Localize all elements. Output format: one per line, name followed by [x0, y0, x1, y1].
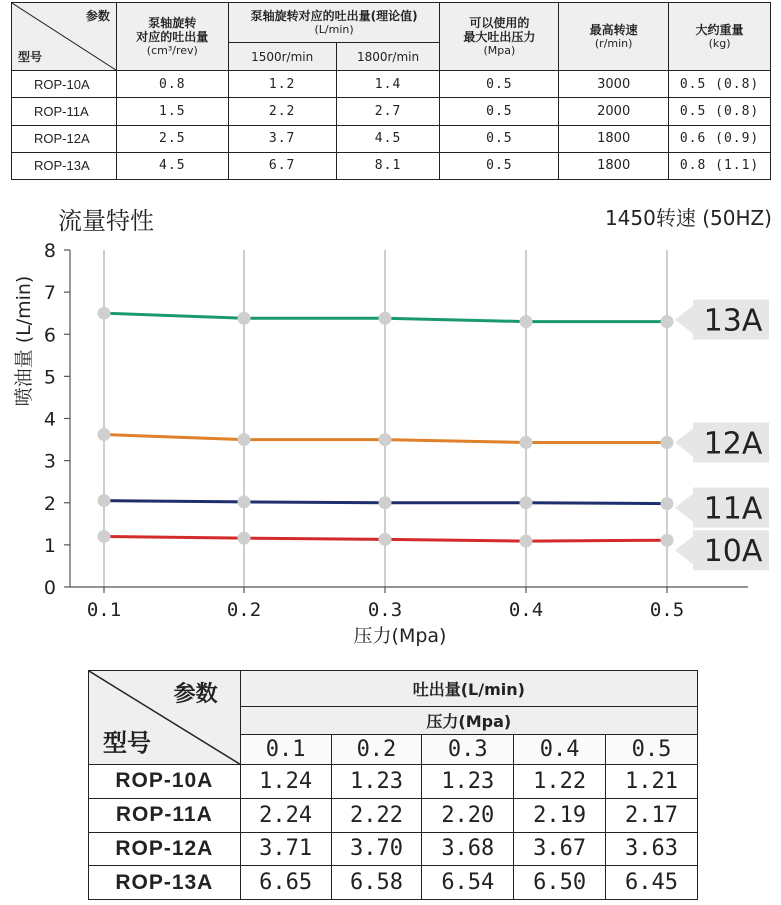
table-row: [89, 866, 698, 900]
y-tick-label: 3: [43, 450, 56, 473]
series-label-13A: [675, 300, 769, 340]
flow-value: 3.67: [514, 832, 606, 866]
data-point-12A: [661, 436, 674, 449]
y-tick-label: 1: [43, 534, 56, 557]
x-tick-label: 0.3: [367, 599, 403, 621]
spec-r1500: 6.7: [228, 152, 336, 179]
spec-r1500: 1.2: [228, 71, 336, 98]
spec-model: ROP-11A: [12, 98, 117, 125]
flow-value: 3.70: [331, 832, 422, 866]
x-tick-label: 0.4: [508, 599, 544, 621]
spec-header-max-speed-unit: (r/min): [594, 36, 633, 50]
table-row: [12, 125, 771, 152]
data-point-12A: [520, 436, 533, 449]
flow-value: 3.71: [240, 832, 331, 866]
data-point-10A: [520, 535, 533, 548]
data-point-13A: [661, 315, 674, 328]
spec-header-max-pressure-unit: (Mpa): [483, 43, 516, 57]
flow-value: 6.50: [514, 866, 606, 900]
table-row: [89, 765, 698, 799]
flow-value: 6.54: [422, 866, 514, 900]
spec-header-max-speed: [559, 3, 669, 71]
spec-weight: 0.5 (0.8): [669, 71, 771, 98]
flow-characteristics-chart: [0, 195, 781, 655]
flow-header-pressure: 压力(Mpa): [240, 707, 697, 735]
spec-pmax: 0.5: [440, 152, 559, 179]
spec-header-max-speed-label: 最高转速: [589, 22, 638, 37]
flow-value: 1.23: [331, 765, 422, 799]
table-row: [12, 152, 771, 179]
flow-value: 2.17: [606, 798, 698, 832]
y-tick-label: 4: [43, 408, 56, 431]
spec-corner-param: 参数: [85, 9, 110, 23]
flow-value: 3.63: [606, 832, 698, 866]
flow-pressure-col: 0.3: [422, 735, 514, 765]
spec-vmax: 1800: [559, 125, 669, 152]
spec-disp: 4.5: [116, 152, 228, 179]
data-point-11A: [520, 496, 533, 509]
flow-value: 2.22: [331, 798, 422, 832]
series-label-text: 13A: [703, 303, 763, 339]
spec-disp: 2.5: [116, 125, 228, 152]
spec-table: [11, 2, 771, 180]
spec-r1800: 1.4: [336, 71, 440, 98]
x-tick-label: 0.1: [86, 599, 122, 621]
data-point-12A: [379, 433, 392, 446]
flow-value: 6.58: [331, 866, 422, 900]
spec-header-displacement-unit: (cm³/rev): [146, 43, 198, 57]
spec-header-1800: 1800r/min: [336, 43, 440, 71]
series-label-text: 11A: [703, 491, 763, 527]
x-tick-label: 0.2: [226, 599, 262, 621]
flow-value: 2.19: [514, 798, 606, 832]
spec-r1500: 3.7: [228, 125, 336, 152]
spec-model: ROP-13A: [12, 152, 117, 179]
flow-pressure-col: 0.4: [514, 735, 606, 765]
flow-header-output: 吐出量(L/min): [240, 671, 697, 707]
spec-header-theory: [228, 3, 440, 43]
spec-header-theory-label: 泵轴旋转对应的吐出量(理论值): [250, 8, 418, 23]
data-point-11A: [98, 494, 111, 507]
spec-vmax: 2000: [559, 98, 669, 125]
series-label-pointer: [675, 536, 693, 564]
spec-header-weight: [669, 3, 771, 71]
spec-header-weight-unit: (kg): [708, 36, 731, 50]
data-point-10A: [661, 534, 674, 547]
spec-header-weight-label: 大约重量: [695, 22, 744, 37]
data-point-10A: [379, 533, 392, 546]
spec-header-displacement-label: 泵轴旋转 对应的吐出量: [136, 15, 209, 44]
series-label-text: 12A: [703, 426, 763, 462]
spec-header-displacement: [116, 3, 228, 71]
spec-model: ROP-10A: [12, 71, 117, 98]
flow-model: ROP-11A: [89, 798, 241, 832]
flow-corner-param: 参数: [173, 682, 218, 707]
spec-r1800: 2.7: [336, 98, 440, 125]
data-point-11A: [661, 497, 674, 510]
table-row: [12, 71, 771, 98]
series-label-10A: [675, 530, 769, 570]
spec-vmax: 3000: [559, 71, 669, 98]
chart-subtitle: 1450转速 (50HZ): [604, 206, 772, 230]
flow-value: 1.23: [422, 765, 514, 799]
flow-table: [88, 670, 698, 900]
data-point-13A: [98, 307, 111, 320]
flow-value: 6.45: [606, 866, 698, 900]
spec-header-max-pressure-label: 可以使用的 最大吐出压力: [463, 15, 536, 44]
flow-value: 6.65: [240, 866, 331, 900]
flow-model: ROP-10A: [89, 765, 241, 799]
chart-title: 流量特性: [58, 207, 154, 235]
flow-value: 2.20: [422, 798, 514, 832]
flow-value: 1.22: [514, 765, 606, 799]
flow-pressure-col: 0.1: [240, 735, 331, 765]
data-point-11A: [379, 496, 392, 509]
spec-corner-model: 型号: [18, 50, 43, 64]
spec-r1800: 4.5: [336, 125, 440, 152]
y-tick-label: 0: [43, 577, 56, 599]
y-tick-label: 7: [43, 282, 56, 305]
flow-value: 3.68: [422, 832, 514, 866]
flow-corner-model: 型号: [103, 729, 151, 757]
spec-pmax: 0.5: [440, 125, 559, 152]
spec-pmax: 0.5: [440, 71, 559, 98]
y-tick-label: 8: [43, 240, 56, 262]
flow-pressure-col: 0.2: [331, 735, 422, 765]
chart-x-axis-label: 压力(Mpa): [353, 625, 447, 647]
data-point-13A: [238, 312, 251, 325]
data-point-11A: [238, 495, 251, 508]
spec-weight: 0.8 (1.1): [669, 152, 771, 179]
chart-axes: [44, 240, 748, 621]
flow-model: ROP-13A: [89, 866, 241, 900]
y-tick-label: 2: [43, 492, 56, 515]
series-label-11A: [675, 488, 769, 528]
series-label-pointer: [675, 494, 693, 522]
spec-disp: 0.8: [116, 71, 228, 98]
data-point-13A: [520, 315, 533, 328]
data-point-13A: [379, 312, 392, 325]
spec-r1500: 2.2: [228, 98, 336, 125]
flow-model: ROP-12A: [89, 832, 241, 866]
spec-model: ROP-12A: [12, 125, 117, 152]
series-label-text: 10A: [703, 534, 763, 570]
chart-series-labels: [675, 300, 769, 571]
series-label-pointer: [675, 306, 693, 334]
series-label-12A: [675, 423, 769, 463]
table-row: [89, 832, 698, 866]
y-tick-label: 6: [43, 324, 56, 347]
flow-value: 2.24: [240, 798, 331, 832]
data-point-10A: [98, 530, 111, 543]
spec-disp: 1.5: [116, 98, 228, 125]
flow-value: 1.21: [606, 765, 698, 799]
spec-r1800: 8.1: [336, 152, 440, 179]
flow-pressure-col: 0.5: [606, 735, 698, 765]
spec-header-1500: 1500r/min: [228, 43, 336, 71]
table-row: [89, 798, 698, 832]
spec-header-theory-unit: (L/min): [314, 22, 354, 36]
flow-corner-cell: [89, 671, 241, 765]
y-tick-label: 5: [43, 366, 56, 389]
chart-y-axis-label: 喷油量 (L/min): [13, 275, 35, 407]
spec-corner-cell: [12, 3, 117, 71]
data-point-12A: [98, 428, 111, 441]
series-label-pointer: [675, 429, 693, 457]
data-point-12A: [238, 433, 251, 446]
spec-vmax: 1800: [559, 152, 669, 179]
flow-value: 1.24: [240, 765, 331, 799]
spec-weight: 0.5 (0.8): [669, 98, 771, 125]
x-tick-label: 0.5: [649, 599, 685, 621]
spec-header-max-pressure: [440, 3, 559, 71]
data-point-10A: [238, 532, 251, 545]
spec-pmax: 0.5: [440, 98, 559, 125]
table-row: [12, 98, 771, 125]
spec-weight: 0.6 (0.9): [669, 125, 771, 152]
